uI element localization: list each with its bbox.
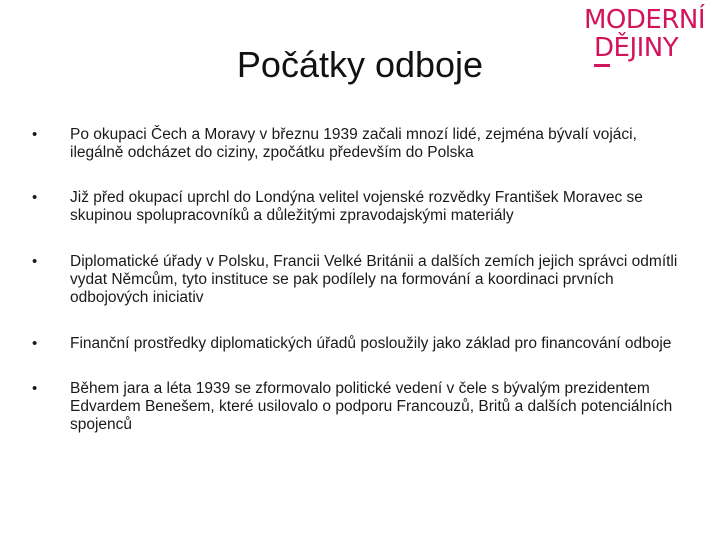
logo-line-2: DĚJINY bbox=[594, 33, 679, 63]
bullet-item bbox=[32, 253, 682, 307]
bullet-list bbox=[32, 126, 682, 434]
logo-underscore bbox=[594, 64, 610, 67]
bullet-item bbox=[32, 189, 682, 225]
bullet-item bbox=[32, 380, 682, 434]
moderni-dejiny-logo bbox=[584, 6, 718, 68]
bullet-dot: • bbox=[32, 380, 38, 397]
bullet-item bbox=[32, 126, 682, 162]
bullet-text: Diplomatické úřady v Polsku, Francii Velké Británii a dalších zemích jejich správci odmítli vydat Němcům, tyto instituce se pak podílely na formování a koordinaci prvních odbojových iniciativ bbox=[70, 253, 678, 306]
bullet-text: Během jara a léta 1939 se zformovalo politické vedení v čele s bývalým prezidentem Edvardem Benešem, které usilovalo o podporu Francouzů, Britů a dalších potenciálních spojenců bbox=[70, 380, 673, 433]
bullet-dot: • bbox=[32, 335, 38, 352]
bullet-text: Po okupaci Čech a Moravy v březnu 1939 začali mnozí lidé, zejména bývalí vojáci, ilegálně odcházet do ciziny, zpočátku především do Polska bbox=[70, 126, 637, 161]
bullet-dot: • bbox=[32, 189, 38, 206]
bullet-item bbox=[32, 335, 682, 353]
bullet-text: Finanční prostředky diplomatických úřadů posloužily jako základ pro financování odboje bbox=[70, 335, 672, 352]
logo-line-1: MODERNÍ bbox=[584, 5, 706, 35]
bullet-text: Již před okupací uprchl do Londýna velitel vojenské rozvědky František Moravec se skupinou spolupracovníků a důležitými zpravodajskými materiály bbox=[70, 189, 643, 224]
bullet-dot: • bbox=[32, 253, 38, 270]
bullet-dot: • bbox=[32, 126, 38, 143]
slide-title: Počátky odboje bbox=[236, 44, 484, 85]
